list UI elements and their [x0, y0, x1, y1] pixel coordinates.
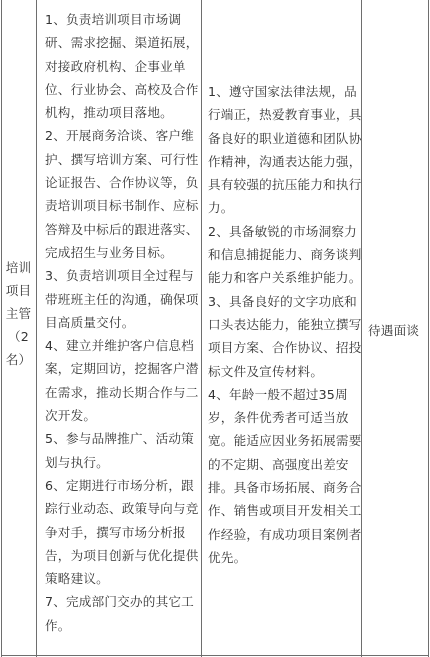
duty-line: 案，定期回访，挖掘客户潜	[45, 361, 199, 377]
requirement-line: 具有较强的抗压能力和执行	[208, 177, 362, 193]
requirement-line: 3、具备良好的文字功底和	[208, 293, 357, 309]
requirement-line: 2、具备敏锐的市场洞察力	[208, 223, 357, 239]
duty-line: 在需求，推动长期合作与二	[45, 384, 199, 400]
requirement-line: 口头表达能力，能独立撰写	[208, 316, 362, 332]
salary-cell	[368, 319, 428, 342]
requirement-line: 备良好的职业道德和团队协	[208, 130, 362, 146]
duty-line: 护、撰写培训方案、可行性	[45, 151, 199, 167]
requirement-line: 作精神，沟通表达能力强，	[208, 153, 362, 169]
duty-line: 踪行业动态、政策导向与竞	[45, 501, 199, 517]
duty-line: 机构，推动项目落地。	[45, 105, 173, 121]
duty-line: 位、行业协会、高校及合作	[45, 81, 199, 97]
duty-line: 作。	[45, 617, 71, 633]
duty-line: 3、负责培训项目全过程与	[45, 268, 194, 284]
requirement-line: 力。	[208, 200, 234, 216]
table-border-bottom	[1, 655, 429, 656]
requirement-line: 项目方案、合作协议、招投	[208, 340, 362, 356]
duty-line: 研、需求挖掘、渠道拓展，	[45, 35, 199, 51]
duty-line: 目高质量交付。	[45, 314, 135, 330]
duty-line: 2、开展商务洽谈、客户维	[45, 128, 194, 144]
role-line: 培训	[5, 260, 32, 275]
table-border-right	[428, 0, 429, 657]
role-cell	[1, 256, 36, 371]
requirement-line: 4、年龄一般不超过35周	[208, 386, 348, 402]
salary-text: 待遇面谈	[368, 323, 420, 338]
duty-line: 带班班主任的沟通，确保项	[45, 291, 199, 307]
role-line: 名）	[5, 352, 32, 367]
requirement-line: 标文件及宣传材料。	[208, 363, 324, 379]
duty-line: 责培训项目标书制作、应标	[45, 198, 199, 214]
duty-line: 1、负责培训项目市场调	[45, 12, 182, 27]
duty-line: 次开发。	[45, 408, 97, 424]
duty-line: 5、参与品牌推广、活动策	[45, 431, 194, 447]
role-line: 项目	[5, 283, 32, 298]
role-line: （2	[7, 329, 29, 344]
requirement-line: 作、销售或项目开发相关工	[208, 503, 362, 519]
duty-line: 4、建立并维护客户信息档	[45, 338, 194, 354]
duty-line: 答辩及中标后的跟进落实、	[45, 221, 199, 237]
requirement-line: 作经验，有成功项目案例者	[208, 526, 362, 542]
duty-line: 完成招生与业务目标。	[45, 244, 173, 260]
requirement-line: 的不定期、高强度出差安	[208, 456, 349, 472]
requirement-line: 岁，条件优秀者可适当放	[208, 410, 349, 426]
duty-line: 策略建议。	[45, 571, 109, 587]
duty-line: 争对手，撰写市场分析报	[45, 524, 186, 540]
role-line: 主管	[5, 306, 32, 321]
duty-line: 论证报告、合作协议等，负	[45, 175, 199, 191]
requirement-line: 能力和客户关系维护能力。	[208, 270, 362, 286]
requirement-line: 和信息捕捉能力、商务谈判	[208, 247, 362, 263]
duty-line: 告，为项目创新与优化提供	[45, 547, 199, 563]
duties-cell	[45, 8, 210, 637]
duty-line: 7、完成部门交办的其它工	[45, 594, 194, 610]
requirement-line: 优先。	[208, 549, 247, 565]
duty-line: 划与执行。	[45, 454, 109, 470]
duty-line: 对接政府机构、企事业单	[45, 58, 186, 74]
requirement-line: 行端正，热爱教育事业，具	[208, 107, 362, 123]
requirements-cell	[208, 80, 362, 569]
requirement-line: 宽。能适应因业务拓展需要	[208, 433, 362, 449]
duty-line: 6、定期进行市场分析，跟	[45, 477, 194, 493]
column-divider-1	[36, 0, 37, 657]
requirement-line: 1、遵守国家法律法规，品	[208, 84, 357, 99]
requirement-line: 排。具备市场拓展、商务合	[208, 480, 362, 496]
